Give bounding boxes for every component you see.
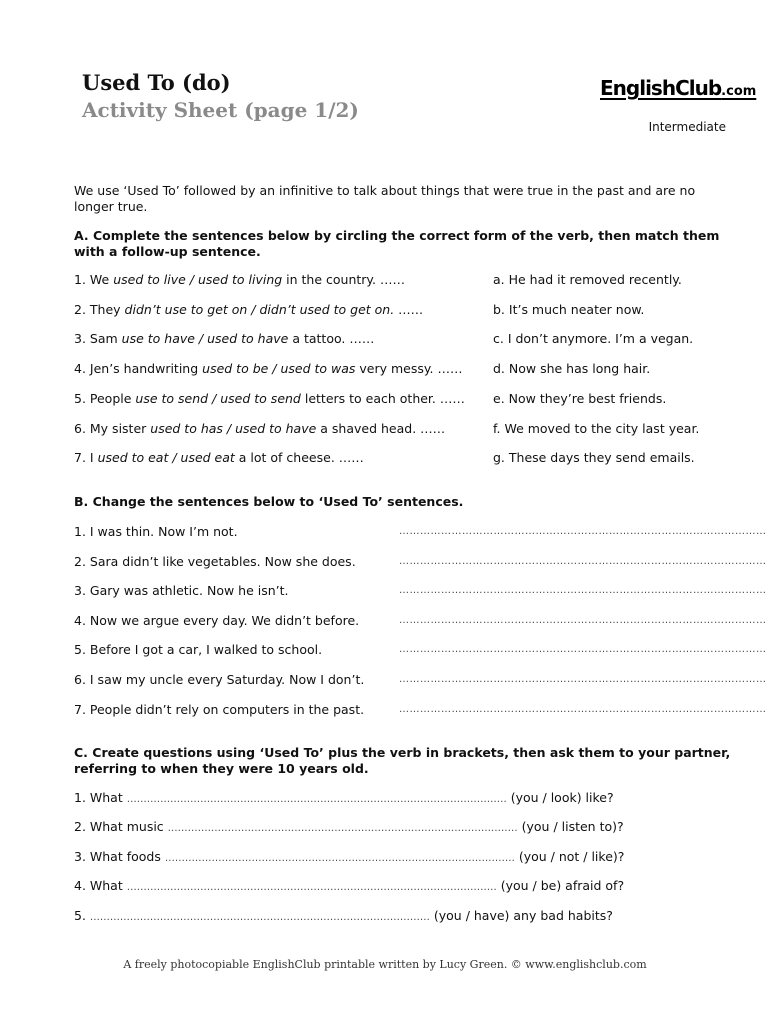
section-b-sentence: 4. Now we argue every day. We didn’t before.	[74, 612, 360, 628]
section-c-heading: C. Create questions using ‘Used To’ plus the verb in brackets, then ask them to your partner, referring to when they were 10 years old.	[74, 745, 731, 776]
answer-blank[interactable]: ……………………………………………………………………………………………………	[126, 794, 507, 805]
section-c-question: 1. What …………………………………………………………………………………………………… (you / look) like?	[74, 790, 614, 805]
section-a-sentence: 3. Sam use to have / used to have a tattoo. ……	[74, 331, 375, 347]
verb-choice[interactable]: used to live / used to living	[113, 272, 283, 287]
section-b-sentence: 5. Before I got a car, I walked to school.	[74, 642, 323, 658]
verb-choice[interactable]: used to eat / used eat	[97, 450, 235, 466]
section-c-question: 2. What music …………………………………………………………………………………………… (you / listen to)?	[74, 819, 624, 835]
section-b-sentence: 3. Gary was athletic. Now he isn’t.	[74, 583, 289, 599]
verb-choice[interactable]: use to send / used to send	[135, 390, 301, 406]
verb-choice[interactable]: use to have / used to have	[121, 331, 289, 347]
answer-blank[interactable]: ……………………………………………………………………………………………	[399, 555, 767, 567]
section-b-heading: B. Change the sentences below to ‘Used To’ sentences.	[74, 494, 464, 509]
section-b-sentence: 7. People didn’t rely on computers in the past.	[74, 701, 365, 717]
intro-text: We use ‘Used To’ followed by an infinitive to talk about things that were true in the past and are no longer true.	[74, 183, 696, 214]
section-b-sentence: 1. I was thin. Now I’m not.	[74, 524, 238, 539]
verb-choice[interactable]: used to be / used to was	[202, 361, 356, 377]
answer-blank[interactable]: ……………………………………………………………………………………………	[399, 526, 767, 537]
section-a-answer: a. He had it removed recently.	[493, 272, 682, 287]
section-b-sentence: 2. Sara didn’t like vegetables. Now she does.	[74, 553, 356, 569]
section-a-answer: f. We moved to the city last year.	[493, 420, 700, 436]
section-a-answer: d. Now she has long hair.	[493, 361, 651, 377]
level-label: Intermediate	[648, 120, 726, 134]
page-subtitle: Activity Sheet (page 1/2)	[82, 98, 359, 122]
answer-blank[interactable]: ……………………………………………………………………………………………	[399, 644, 767, 656]
answer-blank[interactable]: …………………………………………………………………………………………	[89, 911, 430, 923]
page-title: Used To (do)	[82, 70, 231, 95]
section-a-sentence: 6. My sister used to has / used to have a shaved head. ……	[74, 420, 446, 436]
verb-choice[interactable]: used to has / used to have	[150, 420, 317, 436]
section-a-answer: g. These days they send emails.	[493, 450, 695, 466]
answer-blank[interactable]: ……………………………………………………………………………………………	[164, 852, 515, 864]
section-a-sentence: 5. People use to send / used to send letters to each other. ……	[74, 390, 465, 406]
section-a-sentence: 1. We used to live / used to living in the country. ……	[74, 272, 405, 287]
verb-choice[interactable]: didn’t use to get on / didn’t used to get on.	[124, 301, 395, 317]
englishclub-logo: EnglishClub.com	[600, 76, 757, 100]
section-c-question: 5. ………………………………………………………………………………………… (you / have) any bad habits?	[74, 907, 613, 923]
section-a-sentence: 4. Jen’s handwriting used to be / used to was very messy. ……	[74, 361, 463, 377]
section-a-heading: A. Complete the sentences below by circling the correct form of the verb, then match them with a follow-up sentence.	[74, 228, 720, 259]
section-a-answer: c. I don’t anymore. I’m a vegan.	[493, 331, 694, 347]
answer-blank[interactable]: ……………………………………………………………………………………………	[399, 703, 767, 715]
footer-credit: A freely photocopiable EnglishClub printable written by Lucy Green. © www.englishclub.com	[123, 958, 647, 971]
section-a-answer: b. It’s much neater now.	[493, 301, 645, 317]
answer-blank[interactable]: …………………………………………………………………………………………………	[126, 882, 497, 894]
answer-blank[interactable]: ……………………………………………………………………………………………	[167, 823, 518, 835]
section-a-sentence: 2. They didn’t use to get on / didn’t used to get on. ……	[74, 301, 424, 317]
section-c-question: 4. What ………………………………………………………………………………………………… (you / be) afraid of?	[74, 878, 625, 894]
section-c-question: 3. What foods …………………………………………………………………………………………… (you / not / like)?	[74, 848, 625, 864]
answer-blank[interactable]: ……………………………………………………………………………………………	[399, 614, 767, 626]
section-a-answer: e. Now they’re best friends.	[493, 390, 667, 406]
section-a-sentence: 7. I used to eat / used eat a lot of cheese. ……	[74, 450, 364, 466]
section-b-sentence: 6. I saw my uncle every Saturday. Now I don’t.	[74, 672, 365, 687]
answer-blank[interactable]: ……………………………………………………………………………………………	[399, 585, 767, 597]
answer-blank[interactable]: ……………………………………………………………………………………………	[399, 674, 767, 685]
